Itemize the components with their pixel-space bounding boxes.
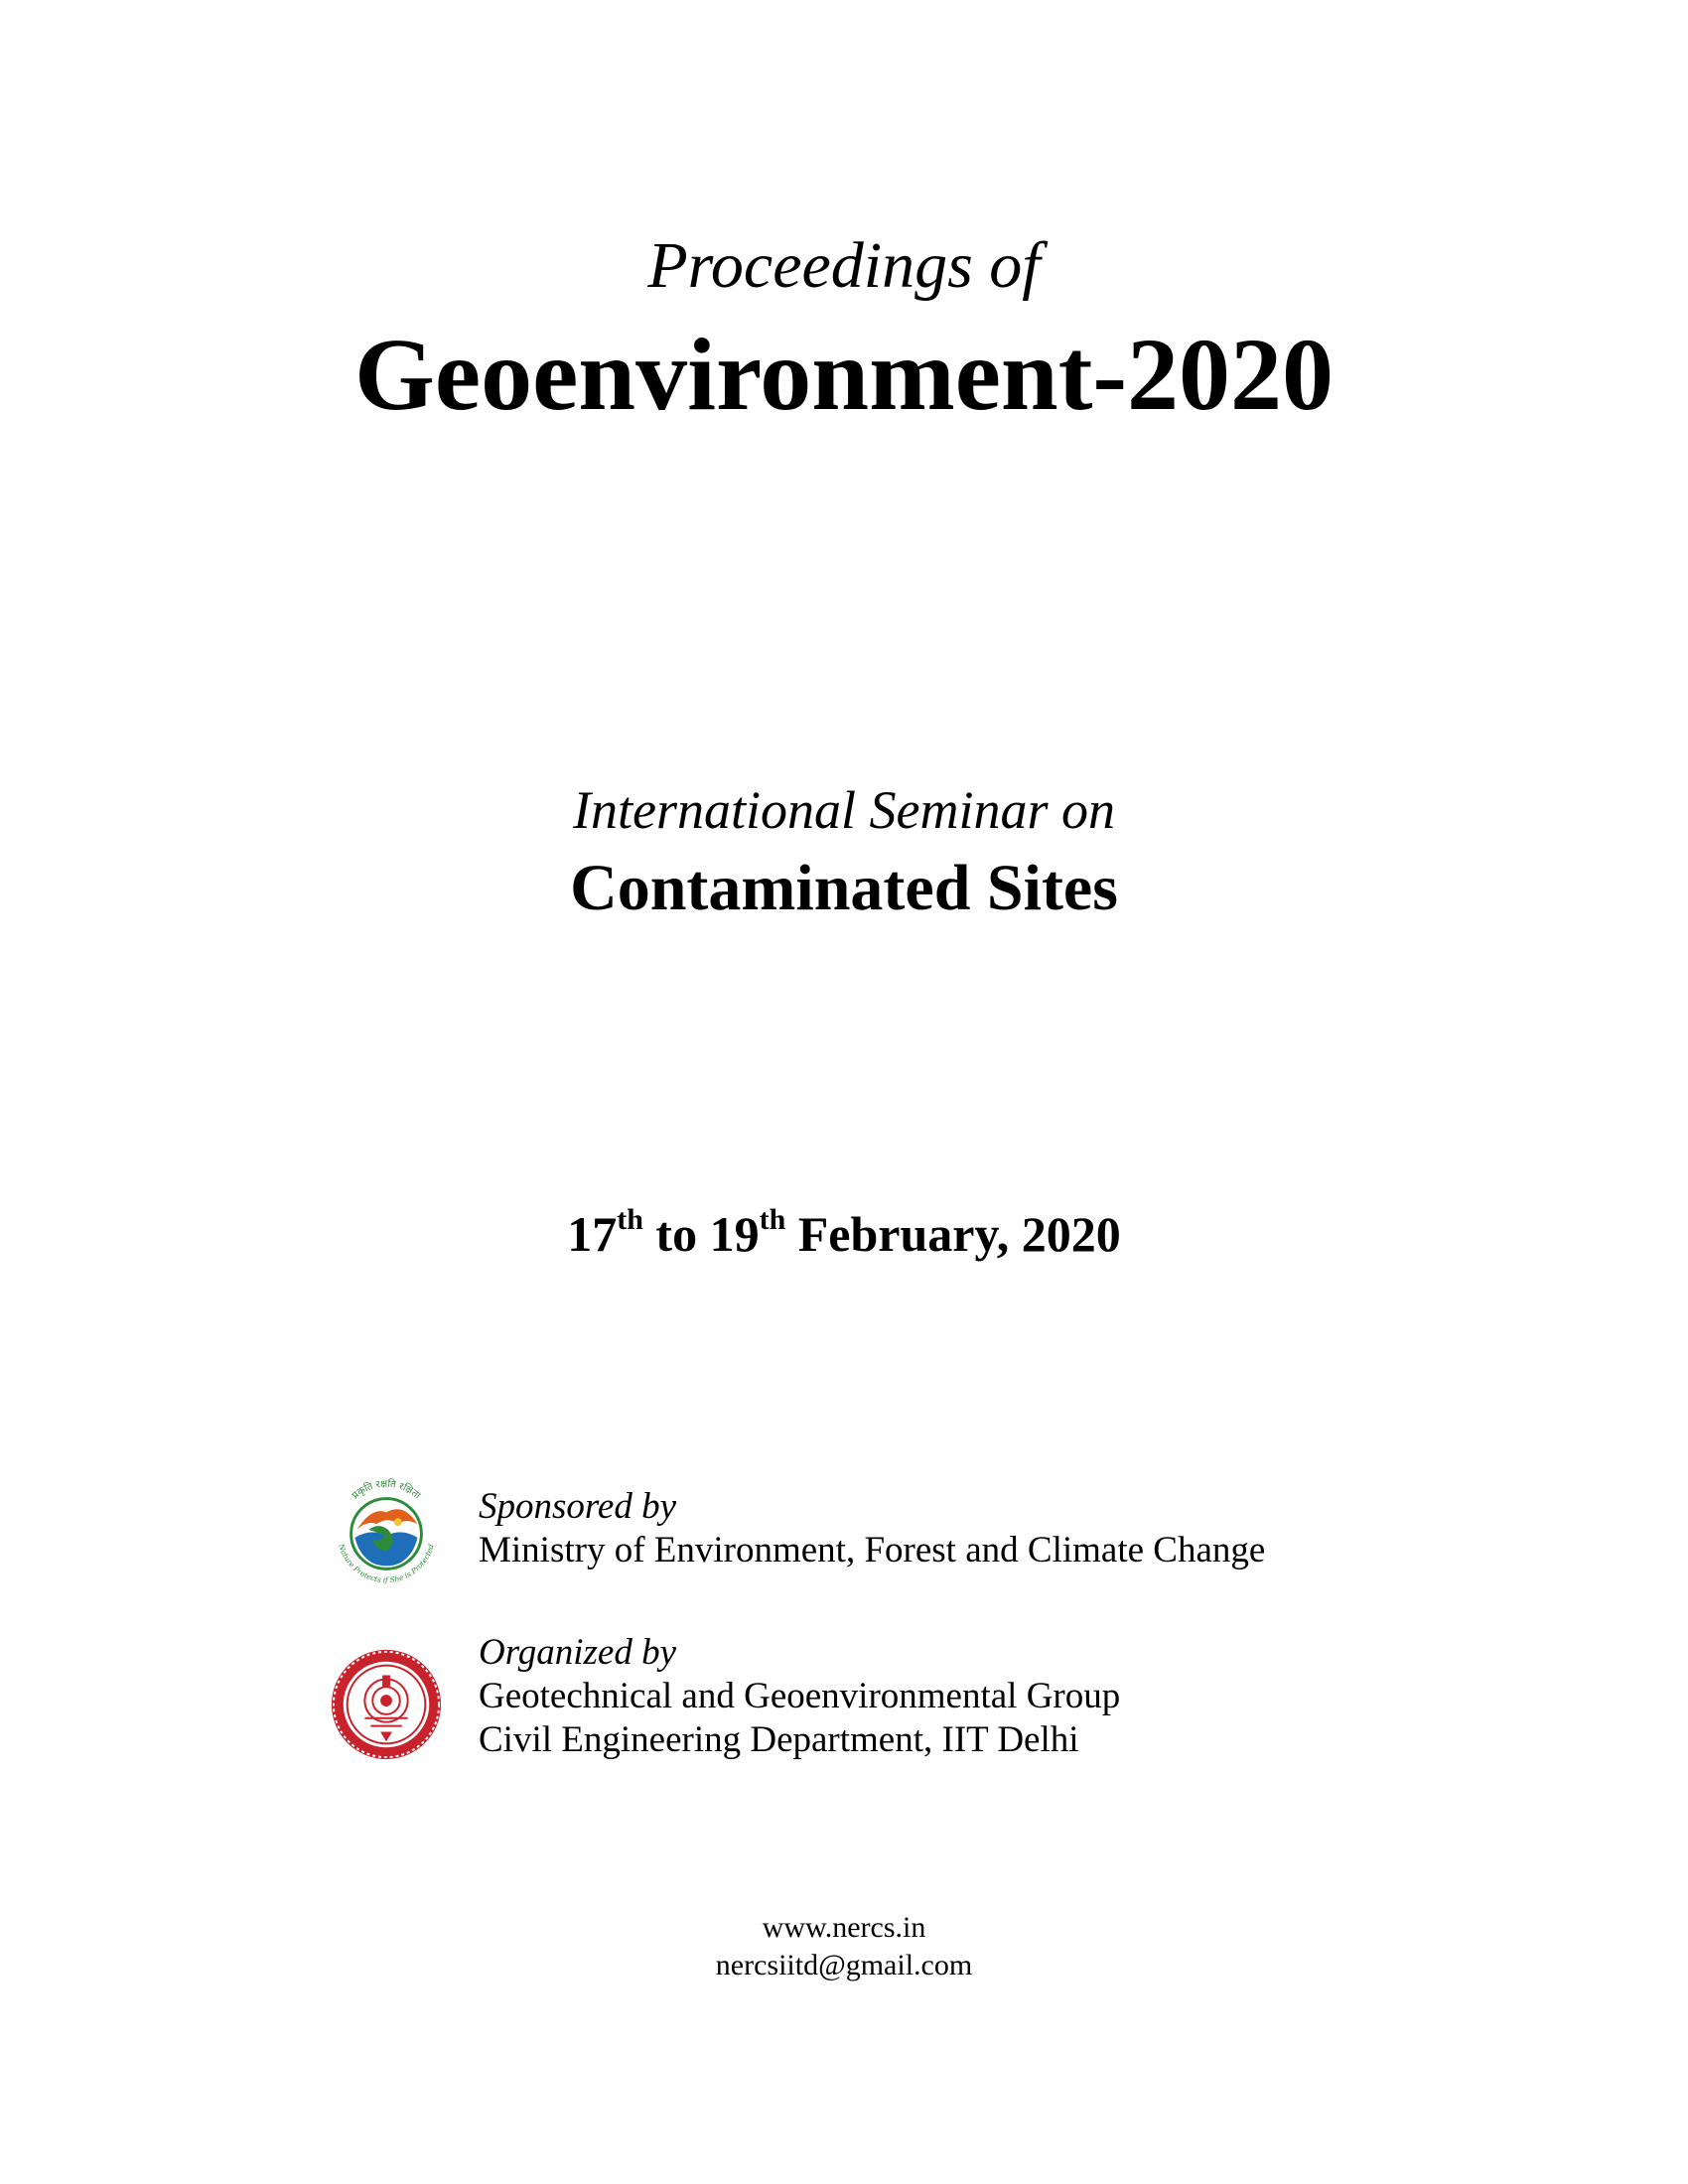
contact-block — [0, 1909, 1688, 1984]
moefcc-logo-motto-top: प्रकृति रक्षति रक्षिता — [350, 1478, 423, 1502]
end-day: 19 — [709, 1206, 760, 1262]
month-year: February, 2020 — [785, 1206, 1121, 1262]
seminar-label: International Seminar on — [573, 780, 1115, 840]
end-day-suffix: th — [759, 1203, 786, 1236]
sponsor-block — [479, 1485, 1265, 1572]
organizer-line-2: Civil Engineering Department, IIT Delhi — [479, 1719, 1079, 1760]
event-dates — [0, 1201, 1688, 1267]
website-link[interactable]: www.nercs.in — [762, 1911, 926, 1944]
moefcc-logo — [328, 1473, 445, 1590]
start-day-suffix: th — [617, 1203, 643, 1236]
sponsor-name: Ministry of Environment, Forest and Climate Change — [479, 1530, 1266, 1570]
date-connector: to — [642, 1206, 710, 1262]
sponsor-label: Sponsored by — [479, 1486, 677, 1527]
email-link[interactable]: nercsiitd@gmail.com — [715, 1949, 973, 1981]
organizer-block — [479, 1631, 1120, 1762]
page-title: Geoenvironment-2020 — [354, 318, 1334, 432]
seminar-title: Contaminated Sites — [570, 852, 1118, 924]
organizer-label: Organized by — [479, 1632, 677, 1673]
moefcc-logo-motto-bottom: Nature Protects if She is Protected — [337, 1543, 436, 1585]
start-day: 17 — [567, 1206, 618, 1262]
organizer-line-1: Geotechnical and Geoenvironmental Group — [479, 1676, 1121, 1716]
proceedings-label: Proceedings of — [647, 229, 1041, 302]
iit-delhi-logo — [328, 1646, 445, 1763]
